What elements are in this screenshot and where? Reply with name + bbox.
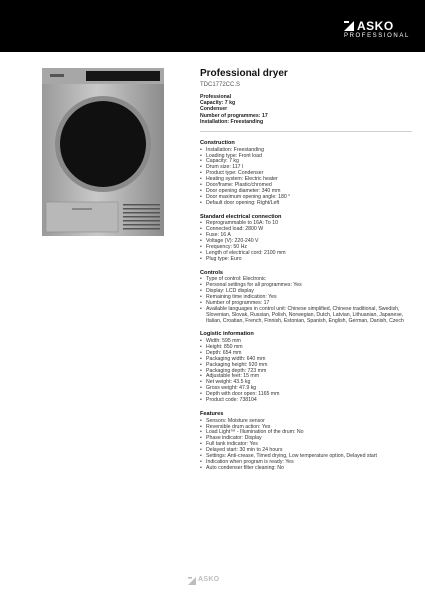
spec-item: • Number of programmes: 17 <box>200 301 412 307</box>
spec-item: • Plug type: Euro <box>200 257 412 263</box>
product-title: Professional dryer <box>200 68 288 79</box>
divider <box>200 131 412 132</box>
summary-item: Installation: Freestanding <box>200 118 264 125</box>
section-title: Standard electrical connection <box>200 213 282 220</box>
spec-item: • Settings: Anti-crease, Timed drying, Low temperature option, Delayed start <box>200 454 412 460</box>
spec-item: • Reprogrammable to 16A: To 10 <box>200 221 412 227</box>
spec-content <box>200 68 412 479</box>
spec-item: • Length of electrical cord: 2100 mm <box>200 251 412 257</box>
spec-item: • Personal settings for all programmes: Yes <box>200 283 412 289</box>
section-electrical <box>200 214 412 263</box>
spec-item: • Remaining time indication: Yes <box>200 295 412 301</box>
spec-item: • Gross weight: 47.9 kg <box>200 386 412 392</box>
section-title: Logistic information <box>200 331 254 338</box>
section-title: Features <box>200 411 224 418</box>
asko-logo-icon <box>188 577 196 585</box>
spec-item: • Loading type: Front load <box>200 154 412 160</box>
spec-item: • Indication when program is ready: Yes <box>200 460 412 466</box>
spec-item: • Phase indicator: Display <box>200 436 412 442</box>
section-title: Construction <box>200 140 235 147</box>
spec-item: • Voltage (V): 220-240 V <box>200 239 412 245</box>
spec-item: • Fuse: 16 A <box>200 233 412 239</box>
spec-item: • Available languages in control unit: Chinese simplified, Chinese traditional, Swedish, Slovenian, Slovak, Russian, Polish, Norwegian, Dutch, Latvian, Lithuanian, Japanese, Italian, Croatian, French, Finnish, Estonian, Spanish, English, German, Danish, Czech <box>200 307 412 325</box>
spec-item: • Door opening diameter: 340 mm <box>200 189 412 195</box>
brand-tagline: PROFESSIONAL <box>344 33 410 39</box>
spec-item: • Heating system: Electric heater <box>200 177 412 183</box>
spec-item: • Display: LCD display <box>200 289 412 295</box>
spec-item: • Delayed start: 30 min to 24 hours <box>200 448 412 454</box>
spec-item: • Door/frame: Plastic/chromed <box>200 183 412 189</box>
section-construction <box>200 140 412 207</box>
spec-item: • Packaging width: 640 mm <box>200 357 412 363</box>
asko-logo-icon <box>344 21 354 31</box>
spec-item: • Type of control: Electronic <box>200 277 412 283</box>
spec-item: • Depth with door open: 1165 mm <box>200 392 412 398</box>
section-features <box>200 411 412 472</box>
product-model: TDC1772CC.S <box>200 82 241 88</box>
spec-item: • Full tank indicator: Yes <box>200 442 412 448</box>
footer-brand: ASKO <box>198 576 220 583</box>
section-controls <box>200 270 412 325</box>
spec-item: • Depth: 654 mm <box>200 351 412 357</box>
brand-name: ASKO <box>357 19 394 33</box>
spec-item: • Default door opening: Right/Left <box>200 201 412 207</box>
spec-item: • Connected load: 2800 W <box>200 227 412 233</box>
spec-item: • Reversible drum action: Yes <box>200 425 412 431</box>
spec-item: • Auto condenser filter cleaning: No <box>200 466 412 472</box>
spec-item: • Height: 850 mm <box>200 345 412 351</box>
footer-logo <box>188 576 238 586</box>
spec-item: • Adjustable feet: 15 mm <box>200 374 412 380</box>
spec-item: • Packaging depth: 723 mm <box>200 369 412 375</box>
header-bar <box>0 0 425 52</box>
product-summary <box>200 94 412 125</box>
summary-item: Condenser <box>200 106 228 113</box>
spec-item: • Door maximum opening angle: 180 ° <box>200 195 412 201</box>
section-title: Controls <box>200 269 223 276</box>
summary-item: Professional <box>200 94 232 100</box>
spec-item: • Width: 595 mm <box>200 339 412 345</box>
spec-item: • Installation: Freestanding <box>200 148 412 154</box>
spec-item: • Capacity: 7 kg <box>200 159 412 165</box>
spec-item: • Product type: Condenser <box>200 171 412 177</box>
summary-item: Number of programmes: 17 <box>200 112 268 119</box>
spec-item: • Frequency: 50 Hz <box>200 245 412 251</box>
spec-item: • Product code: 738104 <box>200 398 412 404</box>
section-logistics <box>200 331 412 404</box>
dryer-product-image <box>42 68 164 236</box>
spec-item: • Load Light™ - Illumination of the drum: No <box>200 430 412 436</box>
spec-item: • Net weight: 43.5 kg <box>200 380 412 386</box>
spec-item: • Packaging height: 920 mm <box>200 363 412 369</box>
summary-item: Capacity: 7 kg <box>200 100 236 107</box>
spec-item: • Drum size: 117 l <box>200 165 412 171</box>
spec-item: • Sensors: Moisture sensor <box>200 419 412 425</box>
